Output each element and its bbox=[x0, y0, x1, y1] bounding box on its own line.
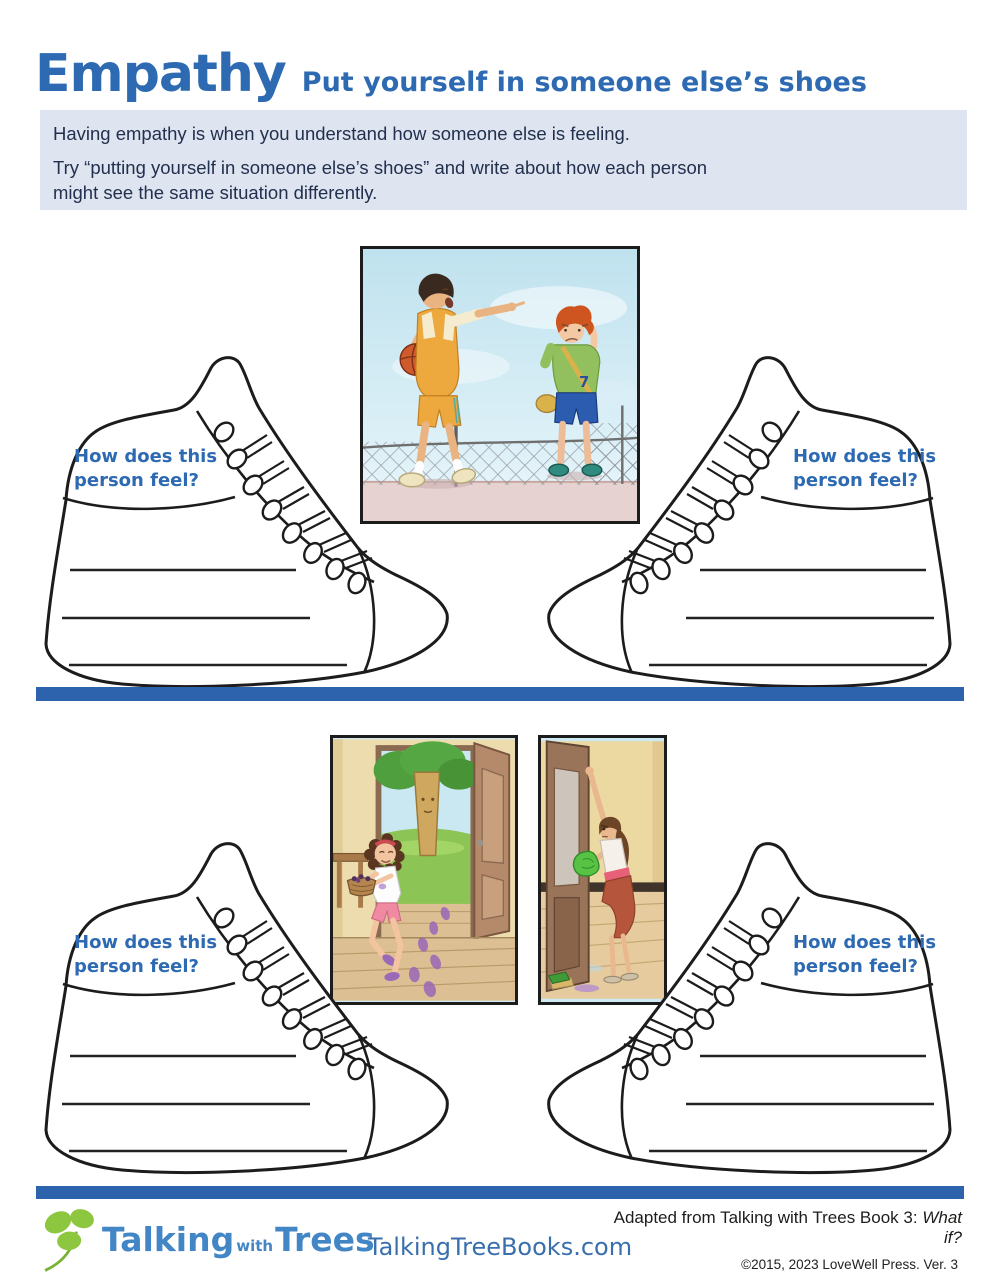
shoe-outline bbox=[549, 358, 950, 687]
shoe-prompt: How does this person feel? bbox=[793, 932, 937, 977]
shoe-top-left bbox=[38, 352, 453, 688]
logo-word-with: with bbox=[236, 1236, 274, 1255]
logo-word-talking: Talking bbox=[102, 1219, 235, 1259]
sneaker-outline bbox=[38, 352, 453, 688]
open-door bbox=[474, 743, 509, 939]
attribution-line: Adapted from Talking with Trees Book 3: What if? bbox=[613, 1208, 962, 1247]
website-link[interactable]: TalkingTreeBooks.com bbox=[367, 1233, 633, 1261]
shoe-bottom-left bbox=[38, 838, 453, 1174]
book-title: What if? bbox=[922, 1208, 962, 1247]
page-title: Empathy bbox=[35, 44, 286, 104]
logo-word-trees: Trees bbox=[275, 1219, 375, 1259]
sneaker-outline bbox=[543, 838, 958, 1174]
shoe-outline bbox=[549, 844, 950, 1173]
shoe-prompt: How does this person feel? bbox=[74, 932, 218, 977]
attribution-block bbox=[602, 1208, 962, 1272]
header bbox=[35, 44, 867, 104]
shoe-prompt: How does this person feel? bbox=[793, 446, 937, 491]
instruction-line-1: Having empathy is when you understand how someone else is feeling. bbox=[53, 123, 630, 144]
shoe-outline bbox=[46, 358, 447, 687]
section-divider-bar bbox=[36, 687, 964, 701]
shirt-number: 7 bbox=[579, 373, 590, 391]
instruction-line-2: Try “putting yourself in someone else’s shoes” and write about how each person might see the same situation differently. bbox=[53, 157, 708, 203]
copyright-line: ©2015, 2023 LoveWell Press. Ver. 3 bbox=[741, 1257, 958, 1272]
instruction-panel bbox=[40, 110, 967, 210]
shoe-outline bbox=[46, 844, 447, 1173]
sneaker-outline bbox=[38, 838, 453, 1174]
footer-divider-bar bbox=[36, 1186, 964, 1199]
shoe-prompt: How does this person feel? bbox=[74, 446, 218, 491]
doorknob bbox=[477, 840, 484, 847]
shoe-bottom-right bbox=[543, 838, 958, 1174]
page-subtitle: Put yourself in someone else’s shoes bbox=[301, 67, 867, 98]
sneaker-outline bbox=[543, 352, 958, 688]
shoe-top-right bbox=[543, 352, 958, 688]
